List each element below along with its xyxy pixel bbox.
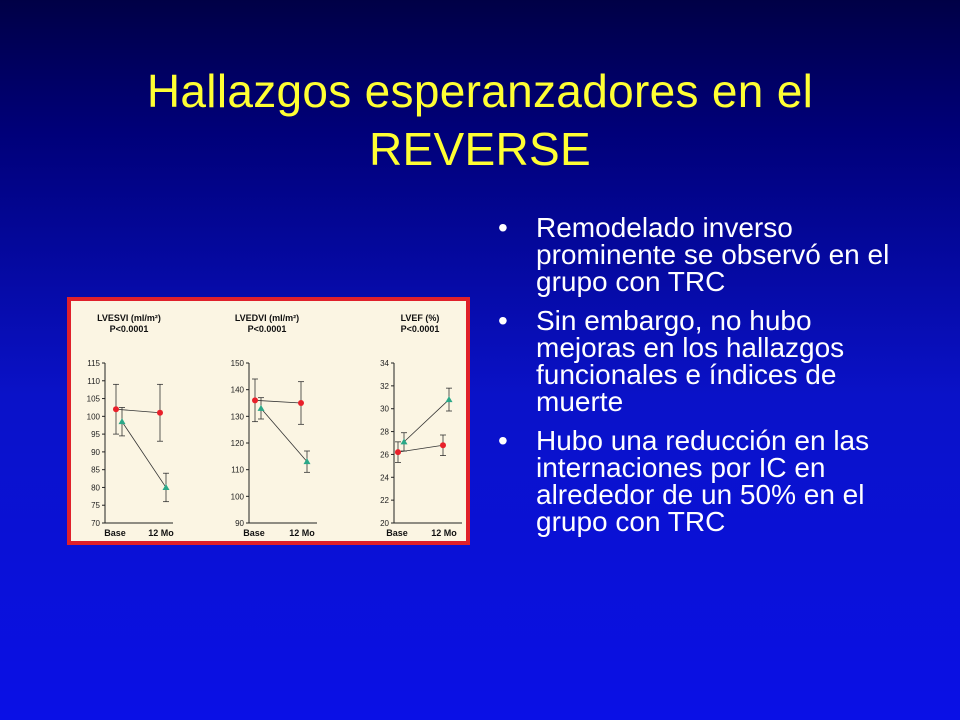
series-line	[116, 409, 160, 413]
series-line	[122, 422, 166, 488]
y-tick-label: 30	[380, 404, 389, 414]
y-tick-label: 105	[86, 394, 100, 404]
y-tick-label: 110	[231, 465, 244, 475]
data-point-circle	[252, 397, 258, 403]
data-point-circle	[113, 406, 119, 412]
y-tick-label: 150	[230, 359, 244, 368]
y-tick-label: 85	[91, 465, 100, 475]
x-tick-label: 12 Mo	[431, 528, 457, 538]
y-tick-label: 28	[380, 427, 389, 437]
panel-title: LVEF (%)	[400, 313, 440, 323]
data-point-triangle	[119, 418, 126, 424]
y-tick-label: 120	[230, 439, 244, 448]
y-tick-label: 130	[230, 412, 244, 422]
y-tick-label: 95	[91, 430, 100, 440]
chart-figure	[67, 297, 470, 545]
y-tick-label: 80	[91, 483, 100, 493]
y-tick-label: 140	[230, 385, 244, 395]
y-tick-label: 32	[380, 381, 389, 391]
y-tick-label: 34	[380, 359, 389, 368]
series-line	[404, 400, 449, 442]
bullet-text: Hubo una reducción en las internaciones por IC en alrededor de un 50% en el grupo con TRC	[536, 425, 870, 537]
y-tick-label: 90	[235, 519, 244, 528]
panel-subtitle: P<0.0001	[109, 324, 149, 334]
x-tick-label: 12 Mo	[148, 528, 174, 538]
series-line	[255, 400, 301, 403]
data-point-circle	[298, 400, 304, 406]
bullet-text: Remodelado inverso prominente se observó en el grupo con TRC	[536, 212, 890, 297]
data-point-triangle	[163, 484, 170, 490]
data-point-triangle	[446, 396, 453, 402]
y-tick-label: 22	[380, 496, 389, 506]
y-tick-label: 100	[86, 412, 100, 422]
x-tick-label: Base	[243, 528, 265, 538]
y-tick-label: 115	[87, 359, 100, 368]
y-tick-label: 75	[91, 501, 100, 511]
y-tick-label: 110	[87, 376, 100, 386]
data-point-circle	[395, 449, 401, 455]
y-tick-label: 24	[380, 473, 389, 483]
x-tick-label: Base	[104, 528, 126, 538]
panel-subtitle: P<0.0001	[247, 324, 287, 334]
bullet-item	[498, 214, 898, 295]
bullet-glyph: •	[498, 212, 508, 243]
bullet-text: Sin embargo, no hubo mejoras en los hallazgos funcionales e índices de muerte	[536, 305, 845, 417]
panel-subtitle: P<0.0001	[400, 324, 440, 334]
panel-title: LVESVI (ml/m²)	[97, 313, 161, 323]
y-tick-label: 90	[91, 447, 100, 457]
data-point-triangle	[258, 405, 265, 411]
bullet-list	[498, 214, 898, 547]
data-point-circle	[157, 410, 163, 416]
panel-title: LVEDVI (ml/m²)	[234, 313, 300, 323]
y-tick-label: 70	[91, 519, 100, 528]
bullet-glyph: •	[498, 305, 508, 336]
x-tick-label: Base	[386, 528, 408, 538]
series-line	[261, 408, 307, 461]
x-tick-label: 12 Mo	[289, 528, 315, 538]
data-point-circle	[440, 442, 446, 448]
charts-svg	[71, 301, 466, 541]
bullet-glyph: •	[498, 425, 508, 456]
y-tick-label: 100	[230, 492, 244, 502]
y-tick-label: 20	[380, 519, 389, 528]
y-tick-label: 26	[380, 450, 389, 460]
title-line-2: REVERSE	[369, 123, 591, 175]
bullet-item	[498, 427, 898, 535]
bullet-item	[498, 307, 898, 415]
title-line-1: Hallazgos esperanzadores en el	[146, 65, 814, 117]
slide-title	[60, 62, 900, 178]
